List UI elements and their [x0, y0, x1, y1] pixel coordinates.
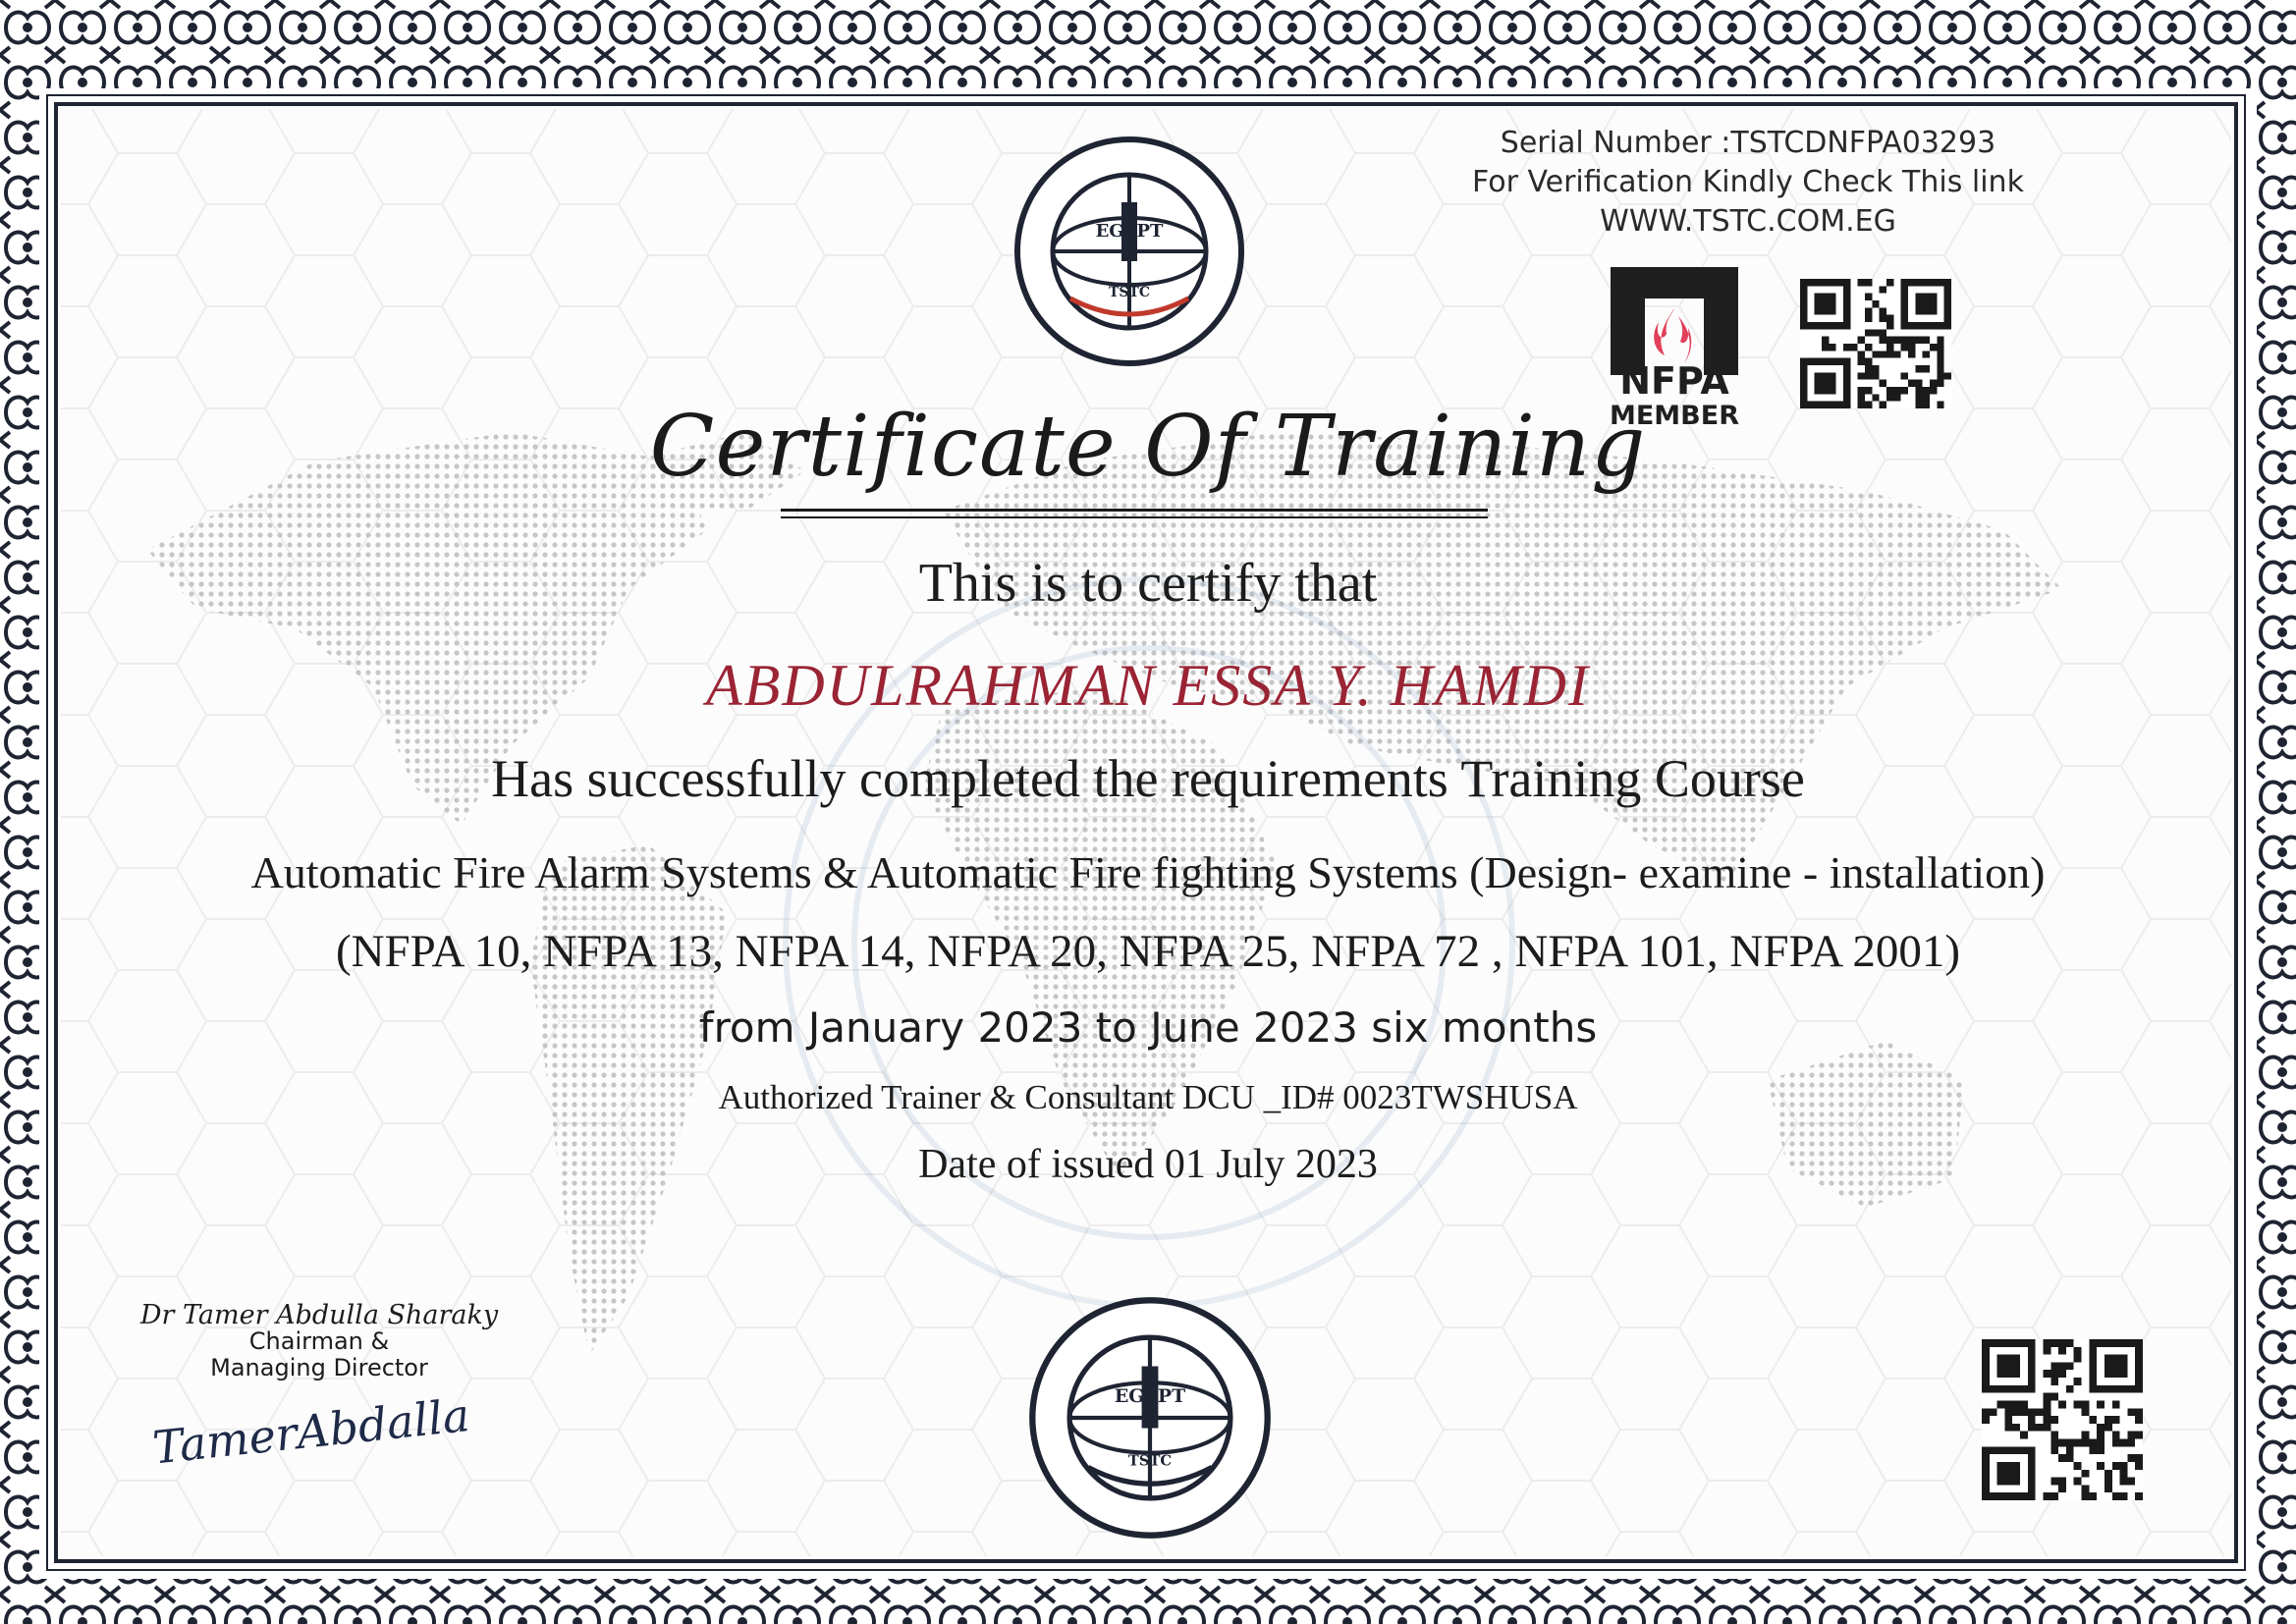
course-period: from January 2023 to June 2023 six months [698, 1003, 1598, 1052]
logo-country: EGYPT [1095, 221, 1164, 242]
signatory-role-1: Chairman & [248, 1327, 390, 1355]
trainer-id: Authorized Trainer & Consultant DCU _ID# 0023TWSHUSA [718, 1078, 1578, 1116]
verification-link[interactable]: WWW.TSTC.COM.EG [1600, 204, 1896, 239]
standards-list: (NFPA 10, NFPA 13, NFPA 14, NFPA 20, NFPA 25, NFPA 72 , NFPA 101, NFPA 2001) [335, 926, 1961, 977]
company-logo-top [1011, 134, 1247, 369]
course-title: Automatic Fire Alarm Systems & Automatic Fire fighting Systems (Design- examine - installation) [250, 847, 2046, 897]
title-underline [781, 509, 1488, 512]
qr-code-top [1799, 279, 1952, 408]
signatory-role-2: Managing Director [210, 1354, 428, 1381]
qr-code-bottom [1982, 1339, 2143, 1500]
signatory-name: Dr Tamer Abdulla Sharaky [139, 1300, 499, 1330]
certify-text: This is to certify that [918, 553, 1378, 614]
nfpa-member-label: MEMBER [1610, 401, 1739, 431]
seal-country: EGYPT [1114, 1385, 1186, 1408]
serial-number: Serial Number :TSTCDNFPA03293 [1500, 126, 1996, 160]
nfpa-brand: NFPA [1619, 359, 1729, 403]
issue-date: Date of issued 01 July 2023 [918, 1142, 1378, 1187]
serial-block [1453, 124, 2043, 242]
recipient-name: ABDULRAHMAN ESSA Y. HAMDI [706, 653, 1590, 718]
logo-abbr: TSTC [1108, 285, 1151, 300]
completion-text: Has successfully completed the requirements Training Course [491, 749, 1805, 808]
signatory-block [133, 1302, 506, 1381]
handwritten-signature: TamerAbdalla [149, 1387, 472, 1475]
seal-abbr: TSTC [1127, 1452, 1173, 1470]
company-seal-bottom [1026, 1294, 1274, 1542]
verification-note: For Verification Kindly Check This link [1472, 165, 2024, 199]
certificate-title: Certificate Of Training [649, 398, 1647, 496]
title-underline-secondary [781, 516, 1488, 518]
